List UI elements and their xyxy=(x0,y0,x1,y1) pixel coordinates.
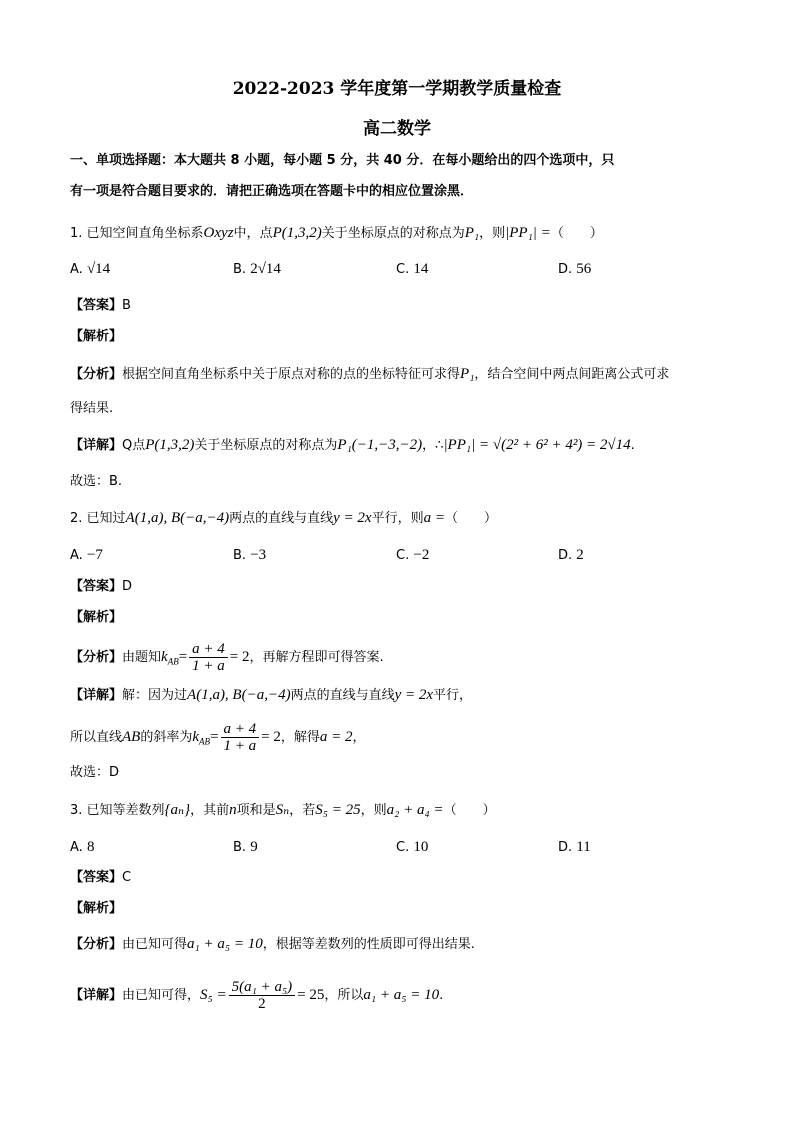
q2-fenxi-fraction: $\frac{a + 4}{1 + a}$ xyxy=(189,641,228,674)
q1-paren: （ ） xyxy=(550,226,603,241)
q1-option-c: C. 14 xyxy=(396,261,429,277)
q3-option-b: B. 9 xyxy=(233,839,258,855)
q1-option-d: D. 56 xyxy=(558,261,592,277)
q1-option-a: A. √14 xyxy=(70,261,111,277)
q1-xiangjie: 【详解】Q点P(1,3,2)关于坐标原点的对称点为P₁(−1,−3,−2)，∴|PP₁| = √(2² + 6² + 4²) = 2√14. xyxy=(70,437,635,453)
q2-option-d: D. 2 xyxy=(558,547,584,563)
q1-fenxi: 【分析】根据空间直角坐标系中关于原点对称的点的坐标特征可求得P₁，结合空间中两点间距离公式可求 xyxy=(70,366,670,382)
q1-mid2: 关于坐标原点的对称点为 xyxy=(321,226,465,241)
q1-fenxi-cont: 得结果. xyxy=(70,401,114,416)
q2-xiangjie-fraction: $\frac{a + 4}{1 + a}$ xyxy=(221,721,260,754)
q1-conclusion: 故选：B. xyxy=(70,474,123,489)
q3-analysis-tag: 【解析】 xyxy=(70,901,123,916)
q3-fenxi: 【分析】由已知可得a₁ + a₅ = 10，根据等差数列的性质即可得出结果. xyxy=(70,936,475,952)
q2-option-a: A. −7 xyxy=(70,547,103,563)
q2-option-b: B. −3 xyxy=(233,547,267,563)
q2-answer: 【答案】D xyxy=(70,579,133,594)
q1-answer: 【答案】B xyxy=(70,298,131,313)
page-title: 2022-2023 学年度第一学期教学质量检查 xyxy=(232,79,562,99)
q3-xiangjie: 【详解】由已知可得，S₅ = $\frac{\text{5(a₁ + a₅)}}{2}$ = 25，所以a₁ + a₅ = 10. xyxy=(70,979,444,1012)
q3-xiangjie-fraction: $\frac{\text{5(a₁ + a₅)}}{2}$ xyxy=(229,979,296,1012)
q1-analysis-tag: 【解析】 xyxy=(70,329,123,344)
q1-mid3: ，则 xyxy=(479,226,506,241)
q3-stem: 3. 已知等差数列{aₙ}，其前n项和是Sₙ，若S₅ = 25，则a₂ + a₄ =（ ） xyxy=(70,802,496,818)
q1-p1: P₁ xyxy=(464,225,480,241)
q1-option-b: B. 2√14 xyxy=(233,261,281,277)
q2-option-c: C. −2 xyxy=(396,547,430,563)
q3-option-d: D. 11 xyxy=(558,839,591,855)
q2-conclusion: 故选：D xyxy=(70,765,120,780)
q1-prefix: 1. 已知空间直角坐标系 xyxy=(70,226,204,241)
q1-coordinate-system: Oxyz xyxy=(203,225,234,241)
q3-option-c: C. 10 xyxy=(396,839,429,855)
section-heading-line1: 一、单项选择题：本大题共 8 小题，每小题 5 分，共 40 分．在每小题给出的四个选项中，只 xyxy=(70,153,615,168)
q1-distance: |PP₁| = xyxy=(505,225,551,241)
q2-analysis-tag: 【解析】 xyxy=(70,610,123,625)
q3-answer: 【答案】C xyxy=(70,870,132,885)
q2-xiangjie: 【详解】解：因为过A(1,a), B(−a,−4)两点的直线与直线y = 2x平行， xyxy=(70,687,473,703)
q2-fenxi: 【分析】由题知$k_{AB}=$ $\frac{a + 4}{1 + a}$ = 2，再解方程即可得答案. xyxy=(70,641,384,674)
q1-point: P(1,3,2) xyxy=(272,225,322,241)
q3-option-a: A. 8 xyxy=(70,839,95,855)
page-subtitle: 高二数学 xyxy=(363,119,431,139)
q2-xiangjie-slope: 所以直线AB的斜率为$k_{AB}=$ $\frac{a + 4}{1 + a}$ = 2，解得a = 2， xyxy=(70,721,366,754)
section-heading-line2: 有一项是符合题目要求的．请把正确选项在答题卡中的相应位置涂黑． xyxy=(70,184,474,199)
q1-mid1: 中，点 xyxy=(233,226,273,241)
q1-stem xyxy=(70,224,603,243)
q2-stem: 2. 已知过A(1,a), B(−a,−4)两点的直线与直线y = 2x平行，则a =（ ） xyxy=(70,510,497,526)
